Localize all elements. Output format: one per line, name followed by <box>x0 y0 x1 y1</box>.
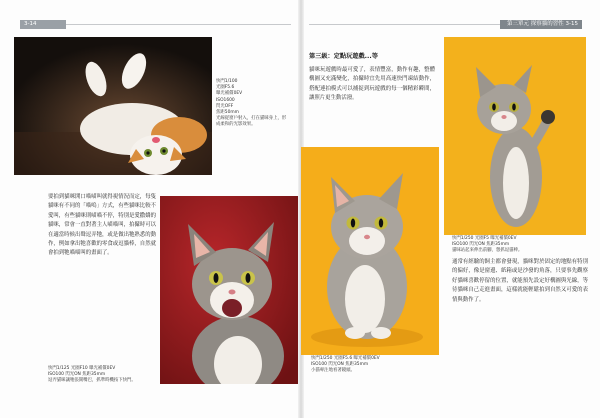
cat-on-back-illustration <box>14 37 212 175</box>
photo-sitting-kitten <box>301 147 439 355</box>
right-body-text-1: 貓咪玩遊戲時最可愛了，表情豐富，動作有趣，整體構圖又充滿變化，拍攝時宜先用高速快門凍結動作，搭配連拍模式可以捕捉到玩遊戲的每一個精彩瞬間，讓照片更生動活潑。 <box>309 67 435 102</box>
left-header-rule <box>66 24 291 25</box>
right-page-header: 第三單元 探察貓的習性 3-15 <box>500 20 582 29</box>
right-header-rule <box>309 24 500 25</box>
caption-photo-2: 快門1/125 光圈F10 曝光補償0EV ISO100 閃光ON 焦距35mm 逗弄貓咪讓牠張開嘴巴，抓準時機按下快門。 <box>48 366 136 384</box>
photo-cat-on-back <box>14 37 212 175</box>
photo-meowing-kitten <box>160 196 298 384</box>
section-title: 第三級：定點玩遊戲...等 <box>309 53 378 60</box>
meowing-kitten-illustration <box>160 196 298 384</box>
sitting-kitten-illustration <box>301 147 439 355</box>
right-body-text-2: 通常有經驗的飼主都會發現，貓咪對於固定的地點有特別的偏好，像是窗邊、紙箱或是沙發的角落，只要事先觀察好貓咪喜歡停留的位置，就能預先設定好構圖與光線，等待貓咪自己走進畫面，這樣就能輕鬆拍到自然又可愛的表情與動作了。 <box>452 259 588 303</box>
standing-kitten-illustration <box>444 37 586 235</box>
left-page-number: 3-14 <box>20 20 66 29</box>
caption-photo-1: 快門1/100 光圈F5.6 曝光補償0EV ISO1600 閃光OFF 焦距50mm 光線從窗戶射入，打在貓咪身上，形成柔和的光影效果。 <box>216 79 287 128</box>
photo-standing-kitten <box>444 37 586 235</box>
caption-photo-3: 快門1/250 光圈F5.6 曝光補償0EV ISO100 閃光ON 焦距35mm 小貓專注地看著鏡頭。 <box>311 356 380 374</box>
left-body-text: 要拍到貓咪開口喵喵叫就得視情況而定，每隻貓咪有不同的「喵嗚」方式，有些貓咪比較不愛叫，有些貓咪則喵喵不停，特別是愛撒嬌的貓咪，常會一直對著主人喵喵叫，拍攝時可以在適當時候出聲逗弄牠，或是做出牠熟悉的動作，例如拿出牠喜歡的零食或逗貓棒，自然就會拍到牠喵喵叫的畫面了。 <box>48 194 156 257</box>
caption-photo-4: 快門1/250 光圈F5 曝光補償0EV ISO100 閃光ON 焦距35mm 貓咪站起來伸出前腳，想抓逗貓棒。 <box>452 236 523 254</box>
